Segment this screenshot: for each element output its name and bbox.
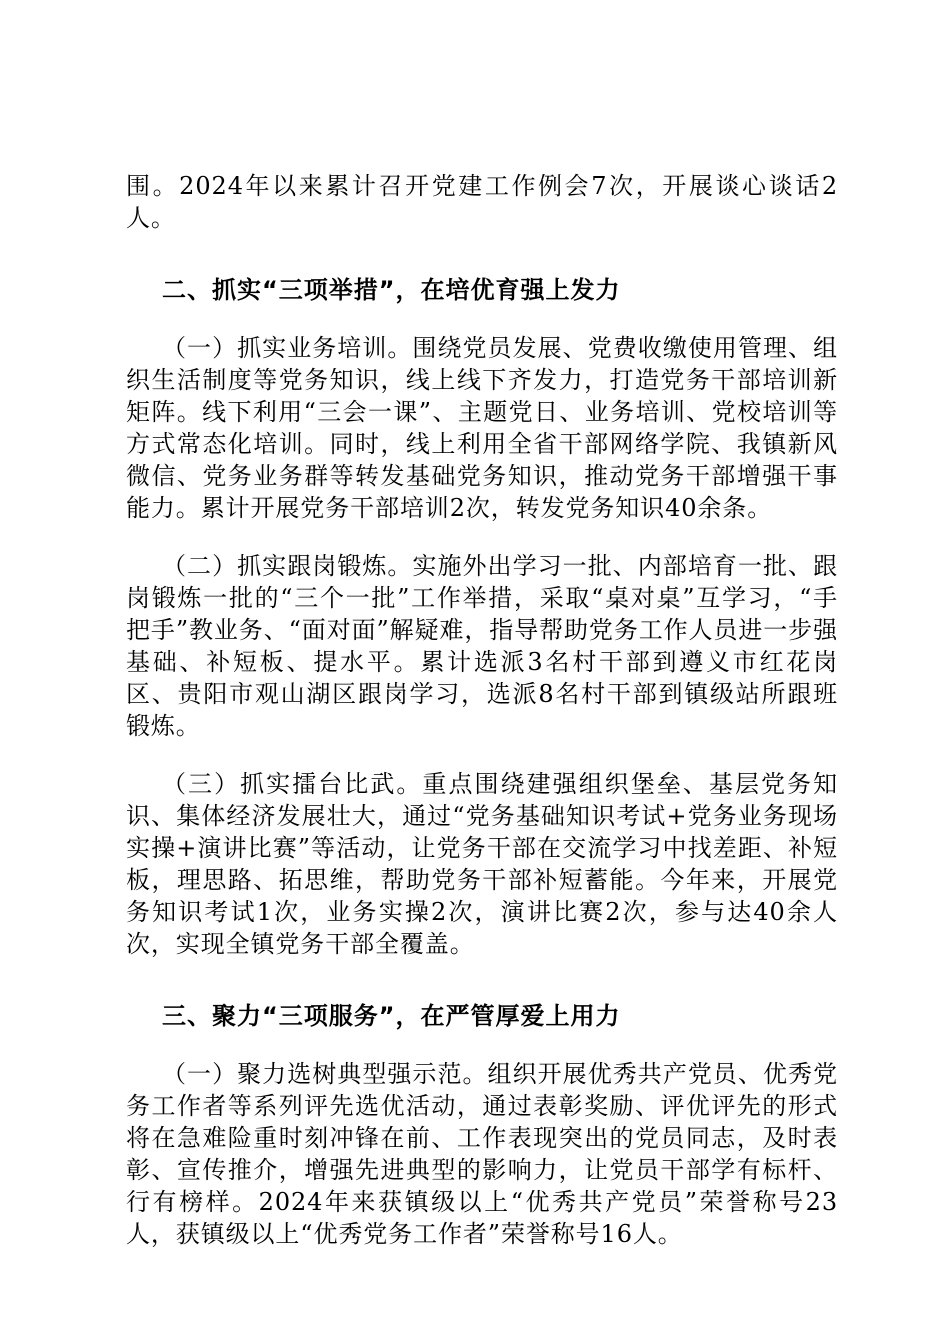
section-heading-2: 二、抓实“三项举措”，在培优育强上发力 bbox=[162, 276, 621, 304]
section-heading-3: 三、聚力“三项服务”，在严管厚爱上用力 bbox=[162, 1002, 621, 1030]
paragraph-business-training: （一）抓实业务培训。围绕党员发展、党费收缴使用管理、组织生活制度等党务知识，线上线下齐发力，打造党务干部培训新矩阵。线下利用“三会一课”、主题党日、业务培训、党校培训等方式常态化培训。同时，线上利用全省干部网络学院、我镇新风微信、党务业务群等转发基础党务知识，推动党务干部增强干事能力。累计开展党务干部培训2次，转发党务知识40余条。 bbox=[126, 334, 838, 522]
paragraph-job-shadowing: （二）抓实跟岗锻炼。实施外出学习一批、内部培育一批、跟岗锻炼一批的“三个一批”工作举措，采取“桌对桌”互学习，“手把手”教业务、“面对面”解疑难，指导帮助党务工作人员进一步强基础、补短板、提水平。累计选派3名村干部到遵义市红花岗区、贵阳市观山湖区跟岗学习，选派8名村干部到镇级站所跟班锻炼。 bbox=[126, 552, 838, 740]
paragraph-model-selection: （一）聚力选树典型强示范。组织开展优秀共产党员、优秀党务工作者等系列评先选优活动，通过表彰奖励、评优评先的形式将在急难险重时刻冲锋在前、工作表现突出的党员同志，及时表彰、宣传推介，增强先进典型的影响力，让党员干部学有标杆、行有榜样。2024年来获镇级以上“优秀共产党员”荣誉称号23人，获镇级以上“优秀党务工作者”荣誉称号16人。 bbox=[126, 1060, 838, 1248]
paragraph-skills-competition: （三）抓实擂台比武。重点围绕建强组织堡垒、基层党务知识、集体经济发展壮大，通过“党务基础知识考试+党务业务现场实操+演讲比赛”等活动，让党务干部在交流学习中找差距、补短板，理思路、拓思维，帮助党务干部补短蓄能。今年来，开展党务知识考试1次，业务实操2次，演讲比赛2次，参与达40余人次，实现全镇党务干部全覆盖。 bbox=[126, 770, 838, 958]
continuation-paragraph: 围。2024年以来累计召开党建工作例会7次，开展谈心谈话2人。 bbox=[126, 172, 838, 232]
document-body bbox=[126, 170, 838, 1250]
